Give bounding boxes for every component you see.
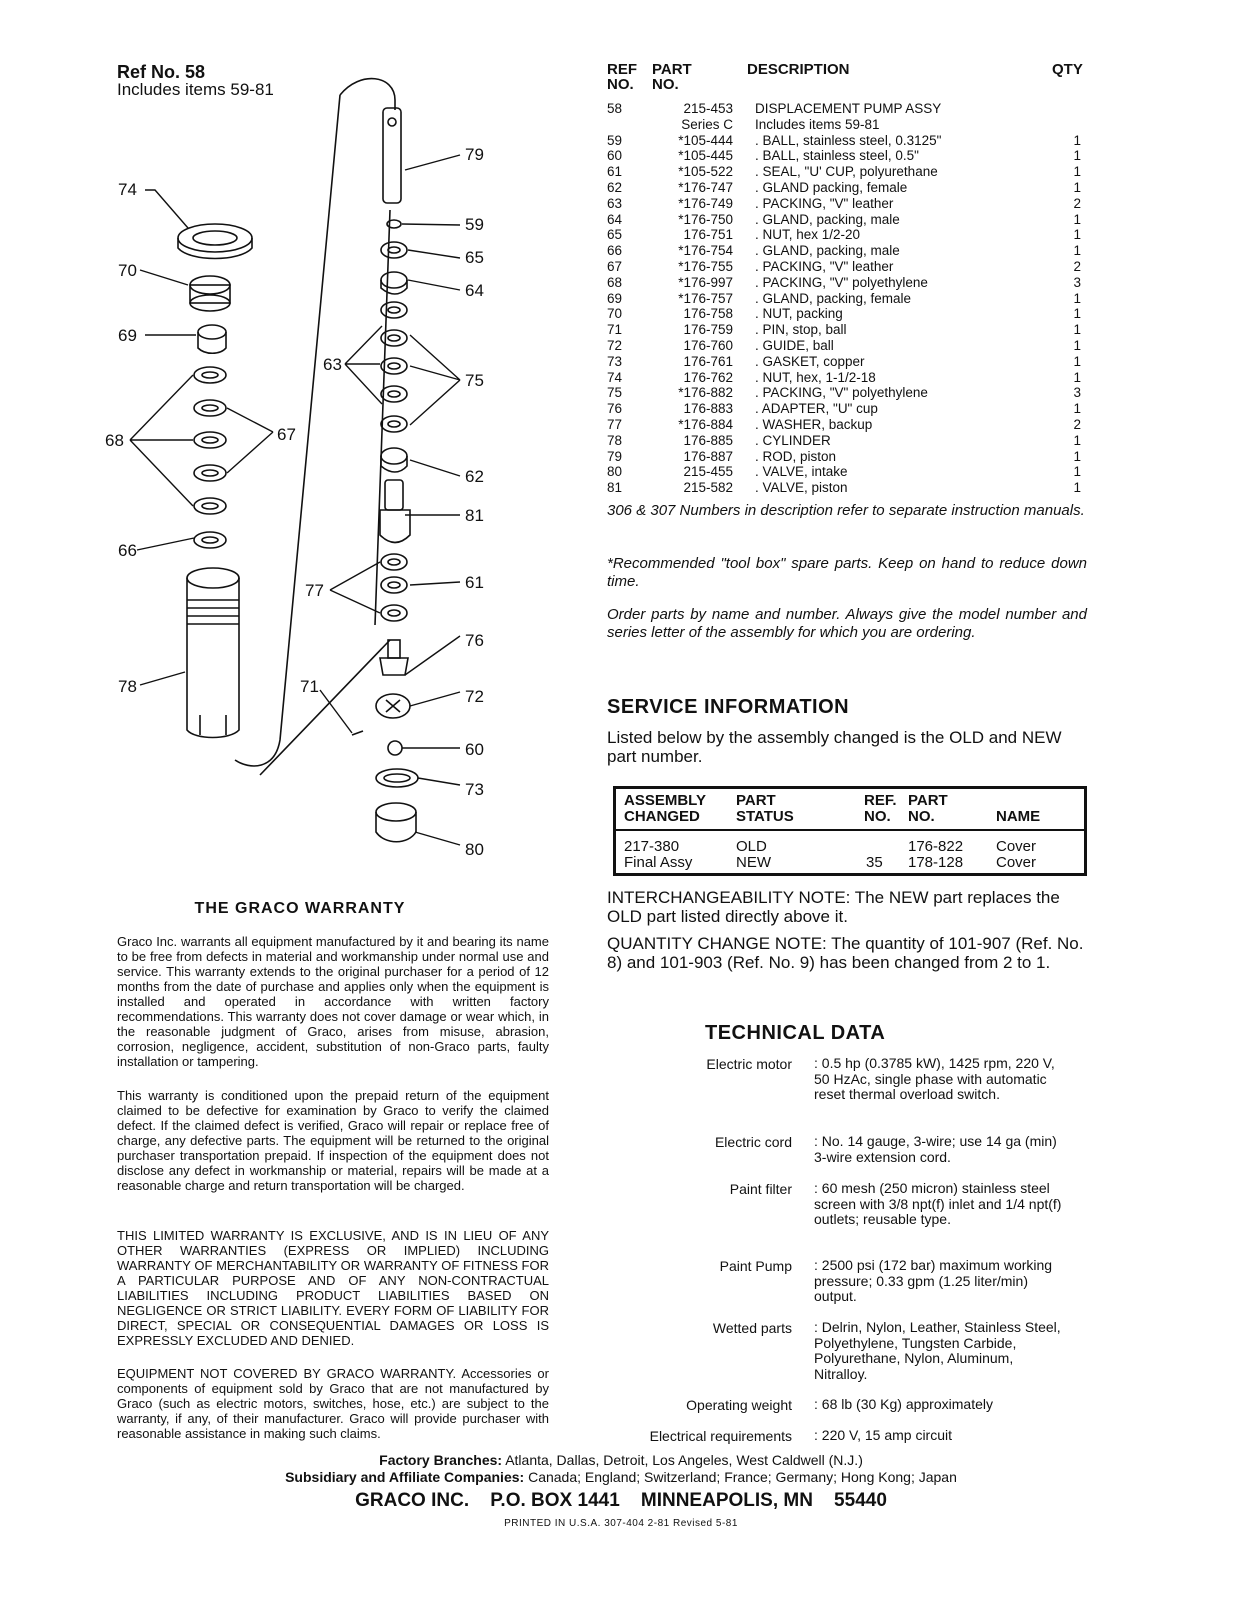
th-part-no: PART xyxy=(908,792,948,809)
callout-69: 69 xyxy=(118,326,137,345)
part-number: *176-755 xyxy=(678,258,733,274)
factory-branches xyxy=(0,1452,1242,1468)
part-ref: 73 xyxy=(607,353,623,369)
cell-status: NEW xyxy=(736,854,771,871)
part-number: 176-759 xyxy=(683,322,733,338)
callout-60: 60 xyxy=(465,740,484,759)
cell-name: Cover xyxy=(996,854,1037,871)
callout-61: 61 xyxy=(465,573,484,592)
callout-66: 66 xyxy=(118,541,137,560)
subsidiary-list: Canada; England; Switzerland; France; Germany; Hong Kong; Japan xyxy=(524,1469,957,1485)
parts-row xyxy=(607,354,1087,370)
part-number: *176-747 xyxy=(678,179,733,195)
part-number: 176-762 xyxy=(683,369,733,385)
part-number: 215-453 xyxy=(683,101,733,116)
part-qty: 1 xyxy=(1073,164,1081,180)
part-ref: 61 xyxy=(607,164,623,180)
callout-72: 72 xyxy=(465,687,484,706)
part-ref: 78 xyxy=(607,432,623,448)
callout-75: 75 xyxy=(465,371,484,390)
th-changed: CHANGED xyxy=(624,808,700,825)
part-number: 176-887 xyxy=(683,448,733,464)
parts-row xyxy=(607,401,1087,417)
header-ref: REF xyxy=(607,61,637,78)
exploded-parts-diagram xyxy=(0,0,600,900)
header-qty: QTY xyxy=(1052,61,1083,78)
part-ref: 58 xyxy=(607,101,623,116)
cell-assembly: Final Assy xyxy=(624,854,693,871)
th-ref: REF. xyxy=(864,792,897,809)
parts-row xyxy=(607,148,1087,164)
parts-row xyxy=(607,306,1087,322)
parts-row xyxy=(607,180,1087,196)
part-ref: 65 xyxy=(607,227,623,243)
th-assembly: ASSEMBLY xyxy=(624,792,706,809)
part-ref: 81 xyxy=(607,480,623,496)
part-ref: 68 xyxy=(607,274,623,290)
interchangeability-note: INTERCHANGEABILITY NOTE: The NEW part replaces the OLD part listed directly above it. xyxy=(607,888,1060,926)
part-number: *176-884 xyxy=(678,416,733,432)
part-qty: 3 xyxy=(1073,274,1081,290)
part-description: . ADAPTER, "U" cup xyxy=(755,401,878,417)
part-number: 176-883 xyxy=(683,401,733,417)
company-address: GRACO INC. P.O. BOX 1441 MINNEAPOLIS, MN 55440 xyxy=(355,1490,887,1511)
part-qty: 1 xyxy=(1073,132,1081,148)
part-number: *176-750 xyxy=(678,211,733,227)
part-qty: 1 xyxy=(1073,448,1081,464)
part-ref: 76 xyxy=(607,401,623,417)
parts-row xyxy=(607,259,1087,275)
part-ref: 75 xyxy=(607,385,623,401)
td-value-motor: : 0.5 hp (0.3785 kW), 1425 rpm, 220 V, 50 HzAc, single phase with automatic reset thermal overload switch. xyxy=(814,1055,1055,1102)
part-ref: 67 xyxy=(607,258,623,274)
part-description: . VALVE, intake xyxy=(755,464,848,480)
parts-row xyxy=(607,164,1087,180)
part-description: . PIN, stop, ball xyxy=(755,322,847,338)
part-ref: 69 xyxy=(607,290,623,306)
part-ref: 70 xyxy=(607,306,623,322)
parts-table-body xyxy=(607,101,1087,496)
td-value-weight: : 68 lb (30 Kg) approximately xyxy=(814,1396,993,1412)
callout-64: 64 xyxy=(465,281,484,300)
parts-row xyxy=(607,385,1087,401)
td-value-wetted: : Delrin, Nylon, Leather, Stainless Steel, Polyethylene, Tungsten Carbide, Polyurethane, Nylon, Aluminum, Nitralloy. xyxy=(814,1319,1061,1382)
part-number: Series C xyxy=(681,116,733,132)
part-description: . BALL, stainless steel, 0.5" xyxy=(755,148,919,164)
part-qty: 1 xyxy=(1073,179,1081,195)
callout-79: 79 xyxy=(465,145,484,164)
part-description: . BALL, stainless steel, 0.3125" xyxy=(755,132,942,148)
parts-row xyxy=(607,275,1087,291)
parts-row xyxy=(607,322,1087,338)
part-description: . GLAND, packing, female xyxy=(755,290,912,306)
cell-name: Cover xyxy=(996,838,1037,855)
td-label-pump: Paint Pump xyxy=(719,1258,792,1274)
service-info-title: SERVICE INFORMATION xyxy=(607,696,850,718)
th-name: NAME xyxy=(996,808,1041,825)
th-part: PART xyxy=(736,792,776,809)
td-value-filter: : 60 mesh (250 micron) stainless steel screen with 3/8 npt(f) inlet and 1/4 npt(f) outlets; reusable type. xyxy=(814,1180,1062,1227)
part-qty: 1 xyxy=(1073,353,1081,369)
callout-67: 67 xyxy=(277,425,296,444)
part-description: . GUIDE, ball xyxy=(755,337,834,353)
part-description: . GASKET, copper xyxy=(755,353,865,369)
parts-row xyxy=(607,133,1087,149)
parts-row xyxy=(607,464,1087,480)
callout-62: 62 xyxy=(465,467,484,486)
part-ref: 62 xyxy=(607,179,623,195)
callout-65: 65 xyxy=(465,248,484,267)
callout-81: 81 xyxy=(465,506,484,525)
part-ref: 77 xyxy=(607,416,623,432)
header-description: DESCRIPTION xyxy=(747,61,850,78)
part-qty: 1 xyxy=(1073,227,1081,243)
callout-76: 76 xyxy=(465,631,484,650)
td-value-cord: : No. 14 gauge, 3-wire; use 14 ga (min) 3-wire extension cord. xyxy=(814,1133,1057,1165)
parts-row xyxy=(607,449,1087,465)
td-label-cord: Electric cord xyxy=(714,1134,792,1150)
part-qty: 1 xyxy=(1073,322,1081,338)
callout-59: 59 xyxy=(465,215,484,234)
warranty-paragraph-4: EQUIPMENT NOT COVERED BY GRACO WARRANTY. Accessories or components of equipment sold by Graco that are not manufactured by Graco (such as electric motors, switches, hose, etc.) are subject to the warranty, if any, of their manufacturer. Graco will provide purchaser with reasonable assistance in making such claims. xyxy=(117,1366,549,1441)
parts-row xyxy=(607,243,1087,259)
callout-77: 77 xyxy=(305,581,324,600)
callout-73: 73 xyxy=(465,780,484,799)
part-description: . GLAND, packing, male xyxy=(755,211,900,227)
callout-80: 80 xyxy=(465,840,484,859)
service-table-header xyxy=(616,789,1084,831)
cell-part-no: 178-128 xyxy=(908,854,964,871)
part-ref: 79 xyxy=(607,448,623,464)
part-ref: 66 xyxy=(607,243,623,259)
parts-row xyxy=(607,227,1087,243)
td-label-filter: Paint filter xyxy=(729,1181,792,1197)
td-label-electrical: Electrical requirements xyxy=(649,1428,792,1444)
part-qty: 1 xyxy=(1073,337,1081,353)
header-part-no: NO. xyxy=(652,76,679,93)
cell-part-no: 176-822 xyxy=(908,838,964,855)
parts-row xyxy=(607,433,1087,449)
part-number: *176-754 xyxy=(678,243,733,259)
part-description: . NUT, hex, 1-1/2-18 xyxy=(755,369,876,385)
parts-row xyxy=(607,196,1087,212)
part-number: 176-751 xyxy=(683,227,733,243)
part-description: . WASHER, backup xyxy=(755,416,873,432)
callout-70: 70 xyxy=(118,261,137,280)
callout-63: 63 xyxy=(323,355,342,374)
part-number: *176-997 xyxy=(678,274,733,290)
part-description: . SEAL, "U' CUP, polyurethane xyxy=(755,164,938,180)
part-description: . PACKING, "V" leather xyxy=(755,195,894,211)
part-number: *105-444 xyxy=(678,132,733,148)
part-qty: 1 xyxy=(1073,306,1081,322)
parts-row xyxy=(607,480,1087,496)
part-qty: 1 xyxy=(1073,480,1081,496)
part-ref: 59 xyxy=(607,132,623,148)
cell-ref: 35 xyxy=(866,854,883,871)
th-status: STATUS xyxy=(736,808,794,825)
parts-row xyxy=(607,338,1087,354)
service-table xyxy=(613,786,1087,876)
part-description: . NUT, hex 1/2-20 xyxy=(755,227,861,243)
parts-row xyxy=(607,370,1087,386)
part-number: 176-885 xyxy=(683,432,733,448)
technical-data-title: TECHNICAL DATA xyxy=(705,1022,886,1044)
part-ref: 72 xyxy=(607,337,623,353)
part-number: 176-760 xyxy=(683,337,733,353)
header-part: PART xyxy=(652,61,692,78)
part-description: . GLAND packing, female xyxy=(755,179,908,195)
td-label-motor: Electric motor xyxy=(706,1056,792,1072)
part-ref: 60 xyxy=(607,148,623,164)
part-qty: 2 xyxy=(1073,195,1081,211)
part-description: . VALVE, piston xyxy=(755,480,848,496)
part-qty: 1 xyxy=(1073,290,1081,306)
part-qty: 1 xyxy=(1073,211,1081,227)
part-qty: 1 xyxy=(1073,148,1081,164)
callout-71: 71 xyxy=(300,677,319,696)
callout-78: 78 xyxy=(118,677,137,696)
th-ref-no: NO. xyxy=(864,808,891,825)
warranty-paragraph-1: Graco Inc. warrants all equipment manufactured by it and bearing its name to be free from defects in material and workmanship under normal use and service. This warranty extends to the original purchaser for a period of 12 months from the date of purchase and applies only when the equipment is installed and operated in accordance with written factory recommendations. This warranty does not cover damage or wear which, in the reasonable judgment of Graco, arises from misuse, abrasion, corrosion, negligence, accident, substitution of non-Graco parts, faulty installation or tampering. xyxy=(117,934,549,1069)
td-value-electrical: : 220 V, 15 amp circuit xyxy=(814,1427,953,1443)
td-label-wetted: Wetted parts xyxy=(712,1320,792,1336)
branches-list: Atlanta, Dallas, Detroit, Los Angeles, West Caldwell (N.J.) xyxy=(502,1452,863,1468)
warranty-paragraph-2: This warranty is conditioned upon the prepaid return of the equipment claimed to be defective for examination by Graco to verify the claimed defect. If the claimed defect is verified, Graco will repair or replace free of charge, any defective parts. The equipment will be returned to the original purchaser transportation prepaid. If inspection of the equipment does not disclose any defect in workmanship or material, repairs will be made at a reasonable charge and return transportation will be charged. xyxy=(117,1088,549,1193)
manual-note: 306 & 307 Numbers in description refer to separate instruction manuals. xyxy=(607,502,1085,519)
part-description: . GLAND, packing, male xyxy=(755,243,900,259)
warranty-paragraph-3: THIS LIMITED WARRANTY IS EXCLUSIVE, AND IS IN LIEU OF ANY OTHER WARRANTIES (EXPRESS OR IMPLIED) INCLUDING WARRANTY OF MERCHANTABILITY OR WARRANTY OF FITNESS FOR A PARTICULAR PURPOSE AND OF ANY NON-CONTRACTUAL LIABILITIES INCLUDING PRODUCT LIABILITIES BASED ON NEGLIGENCE OR STRICT LIABILITY. EVERY FORM OF LIABILITY FOR DIRECT, SPECIAL OR CONSEQUENTIAL DAMAGES OR LOSS IS EXPRESSLY EXCLUDED AND DENIED. xyxy=(117,1228,549,1348)
part-description: . PACKING, "V" polyethylene xyxy=(755,385,928,401)
part-description: DISPLACEMENT PUMP ASSY xyxy=(755,101,942,116)
subsidiary-label: Subsidiary and Affiliate Companies: xyxy=(285,1469,525,1485)
part-ref: 71 xyxy=(607,322,623,338)
part-ref: 74 xyxy=(607,369,623,385)
branches-label: Factory Branches: xyxy=(379,1452,503,1468)
spare-parts-note: *Recommended "tool box" spare parts. Keep on hand to reduce down time. xyxy=(607,555,1087,590)
part-number: *105-445 xyxy=(678,148,733,164)
diagram-ref-title: Ref No. 58 xyxy=(117,62,206,82)
part-description: . PACKING, "V" leather xyxy=(755,258,894,274)
part-qty: 1 xyxy=(1073,243,1081,259)
header-ref-no: NO. xyxy=(607,76,634,93)
subsidiary-companies xyxy=(0,1469,1242,1485)
part-qty: 1 xyxy=(1073,369,1081,385)
part-description: . PACKING, "V" polyethylene xyxy=(755,274,928,290)
td-value-pump: : 2500 psi (172 bar) maximum working pressure; 0.33 gpm (1.25 liter/min) output. xyxy=(814,1257,1053,1304)
callout-74: 74 xyxy=(118,180,137,199)
part-qty: 1 xyxy=(1073,432,1081,448)
part-number: *176-757 xyxy=(678,290,733,306)
part-qty: 2 xyxy=(1073,258,1081,274)
parts-row xyxy=(607,291,1087,307)
part-number: 215-582 xyxy=(683,480,733,496)
diagram-ref-subtitle: Includes items 59-81 xyxy=(117,80,274,99)
part-number: 176-761 xyxy=(683,353,733,369)
part-number: *105-522 xyxy=(678,164,733,180)
service-intro: Listed below by the assembly changed is the OLD and NEW part number. xyxy=(607,728,1062,766)
part-number: 176-758 xyxy=(683,306,733,322)
warranty-title: THE GRACO WARRANTY xyxy=(194,900,406,917)
part-number: *176-749 xyxy=(678,195,733,211)
quantity-change-note: QUANTITY CHANGE NOTE: The quantity of 101-907 (Ref. No. 8) and 101-903 (Ref. No. 9) has been changed from 2 to 1. xyxy=(607,934,1084,972)
part-qty: 3 xyxy=(1073,385,1081,401)
printed-line: PRINTED IN U.S.A. 307-404 2-81 Revised 5-81 xyxy=(504,1518,738,1529)
part-ref: 63 xyxy=(607,195,623,211)
parts-row xyxy=(607,212,1087,228)
parts-row xyxy=(607,417,1087,433)
part-qty: 2 xyxy=(1073,416,1081,432)
part-ref: 80 xyxy=(607,464,623,480)
part-description: . ROD, piston xyxy=(755,448,837,464)
part-ref: 64 xyxy=(607,211,623,227)
part-number: 215-455 xyxy=(683,464,733,480)
parts-row xyxy=(607,101,1087,117)
part-number: *176-882 xyxy=(678,385,733,401)
ordering-note: Order parts by name and number. Always give the model number and series letter of the assembly for which you are ordering. xyxy=(607,606,1087,641)
part-qty: 1 xyxy=(1073,464,1081,480)
parts-row xyxy=(607,117,1087,133)
part-description: Includes items 59-81 xyxy=(755,116,880,132)
cell-assembly: 217-380 xyxy=(624,838,680,855)
part-qty: 1 xyxy=(1073,401,1081,417)
part-description: . CYLINDER xyxy=(755,432,831,448)
callout-68: 68 xyxy=(105,431,124,450)
td-label-weight: Operating weight xyxy=(686,1397,792,1413)
part-description: . NUT, packing xyxy=(755,306,843,322)
th-part-no2: NO. xyxy=(908,808,935,825)
cell-status: OLD xyxy=(736,838,767,855)
